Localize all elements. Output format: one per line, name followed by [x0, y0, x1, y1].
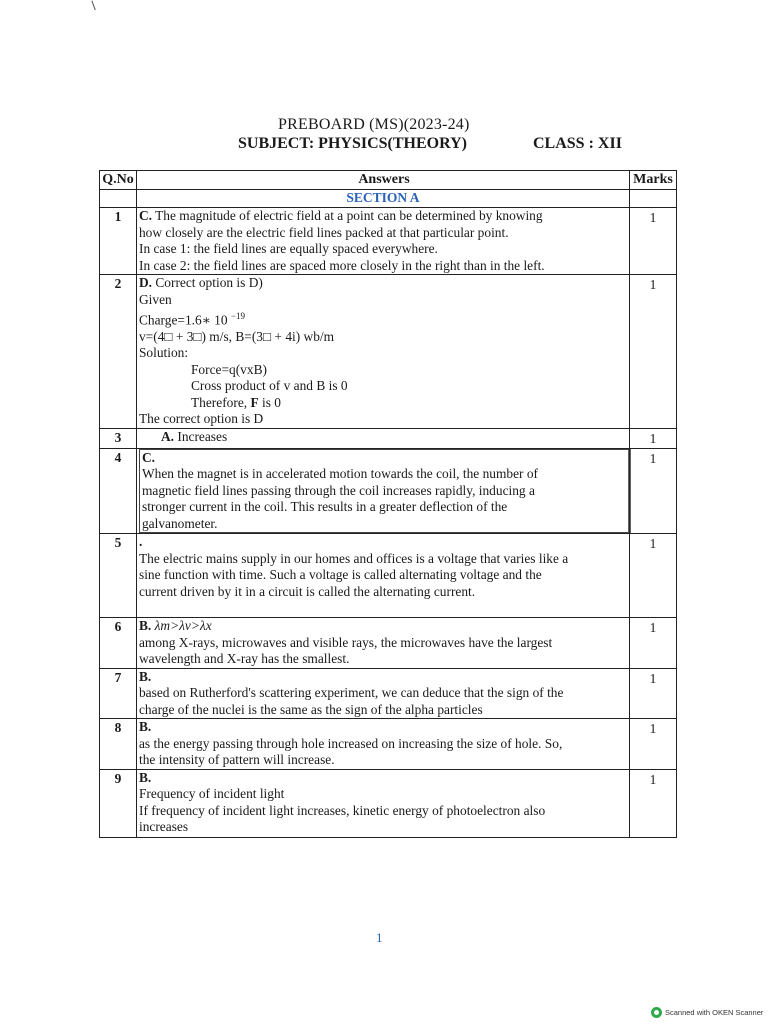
answer-text: charge of the nuclei is the same as the sign of the alpha particles [138, 701, 483, 717]
question-number: 5 [100, 534, 137, 618]
answer-cell [136, 275, 629, 429]
scanner-watermark-text: Scanned with OKEN Scanner [665, 1008, 764, 1017]
answer-cell [136, 618, 629, 669]
table-row [100, 618, 677, 669]
table-row [100, 668, 677, 719]
answer-text: λm>λv>λx [151, 618, 212, 633]
table-row [100, 275, 677, 429]
answer-cell [136, 769, 629, 837]
answer-text: the intensity of pattern will increase. [138, 752, 335, 767]
answer-text: stronger current in the coil. This results in a greater deflection of the [141, 499, 508, 514]
answer-text: galvanometer. [141, 515, 218, 531]
table-row [100, 769, 677, 837]
answer-option: B. [138, 618, 152, 633]
marks-value: 1 [630, 448, 677, 534]
answer-cell [136, 448, 629, 534]
scanner-watermark [651, 1007, 763, 1018]
answer-text: Force=q(vxB) [190, 361, 267, 377]
answer-cell [136, 534, 629, 618]
answer-text: Therefore, [190, 394, 251, 410]
marks-value: 1 [630, 275, 677, 429]
answer-text: as the energy passing through hole increased on increasing the size of hole. So, [138, 735, 563, 751]
question-number: 1 [100, 208, 137, 275]
answer-text: Cross product of v and B is 0 [190, 378, 348, 394]
answer-text: In case 1: the field lines are equally spaced everywhere. [138, 241, 438, 256]
scan-artifact-mark [91, 0, 97, 10]
answer-option: B. [138, 719, 152, 734]
exponent: −19 [230, 311, 245, 321]
answer-option: B. [138, 769, 152, 785]
answer-option: A. [160, 429, 175, 444]
answer-cell [136, 719, 629, 770]
answer-text: sine function with time. Such a voltage is called alternating voltage and the [138, 567, 542, 582]
answer-text-bold: F [250, 394, 259, 410]
question-number: 9 [100, 769, 137, 837]
subject-heading: SUBJECT: PHYSICS(THEORY) [238, 135, 467, 152]
answer-text: Increases [174, 429, 228, 444]
answer-cell [136, 668, 629, 719]
answer-text: magnetic field lines passing through the coil increases rapidly, inducing a [141, 482, 535, 498]
table-row [100, 719, 677, 770]
answer-text: how closely are the electric field lines packed at that particular point. [138, 224, 509, 240]
question-number: 8 [100, 719, 137, 770]
marks-value: 1 [630, 208, 677, 275]
column-header-qno: Q.No [100, 171, 137, 190]
marks-value: 1 [630, 534, 677, 618]
answer-text: Correct option is D) [152, 275, 263, 290]
answer-key-table [99, 170, 677, 838]
section-a-heading: SECTION A [136, 190, 629, 208]
answer-text: The correct option is D [138, 411, 264, 427]
answer-text: current driven by it in a circuit is called the alternating current. [138, 583, 476, 599]
marks-value: 1 [630, 719, 677, 770]
answer-text: When the magnet is in accelerated motion towards the coil, the number of [141, 466, 538, 481]
marks-value: 1 [630, 769, 677, 837]
table-header-row [100, 171, 677, 190]
answer-text: increases [138, 819, 189, 834]
answer-text: is 0 [258, 394, 281, 410]
answer-option: . [138, 534, 143, 549]
page-number: 1 [376, 930, 383, 945]
marks-value: 1 [630, 668, 677, 719]
answer-text: among X-rays, microwaves and visible rays, the microwaves have the largest [138, 634, 553, 650]
answer-text: Frequency of incident light [138, 786, 285, 801]
marks-value: 1 [630, 429, 677, 449]
scanner-logo-icon [651, 1007, 662, 1018]
question-number: 6 [100, 618, 137, 669]
answer-text: In case 2: the field lines are spaced more closely in the right than in the left. [138, 257, 545, 273]
answer-text: Given [138, 291, 172, 307]
column-header-answers: Answers [136, 171, 629, 190]
answer-option: B. [138, 668, 152, 684]
answer-option: C. [138, 208, 153, 223]
answer-text: v=(4□ + 3□) m/s, B=(3□ + 4i) wb/m [138, 328, 335, 344]
table-row [100, 534, 677, 618]
question-number: 7 [100, 668, 137, 719]
answer-option: C. [141, 449, 156, 465]
table-row [100, 208, 677, 275]
class-heading: CLASS : XII [533, 135, 622, 152]
answer-text: Charge=1.6∗ 10 [138, 312, 231, 328]
answer-cell [136, 429, 629, 449]
section-row [100, 190, 677, 208]
answer-text: wavelength and X-ray has the smallest. [138, 651, 350, 666]
answer-option: D. [138, 275, 153, 290]
answer-text: If frequency of incident light increases, kinetic energy of photoelectron also [138, 802, 546, 818]
answer-inner-box [139, 449, 631, 534]
answer-text: Solution: [138, 345, 189, 361]
column-header-marks: Marks [630, 171, 677, 190]
table-row [100, 448, 677, 534]
document-title: PREBOARD (MS)(2023-24) [278, 116, 470, 133]
answer-text: based on Rutherford's scattering experiment, we can deduce that the sign of the [138, 685, 564, 700]
question-number: 2 [100, 275, 137, 429]
answer-text: The magnitude of electric field at a point can be determined by knowing [152, 208, 543, 223]
answer-cell [136, 208, 629, 275]
answer-text: The electric mains supply in our homes and offices is a voltage that varies like a [138, 550, 569, 566]
marks-value: 1 [630, 618, 677, 669]
table-row [100, 429, 677, 449]
question-number: 3 [100, 429, 137, 449]
question-number: 4 [100, 448, 137, 534]
